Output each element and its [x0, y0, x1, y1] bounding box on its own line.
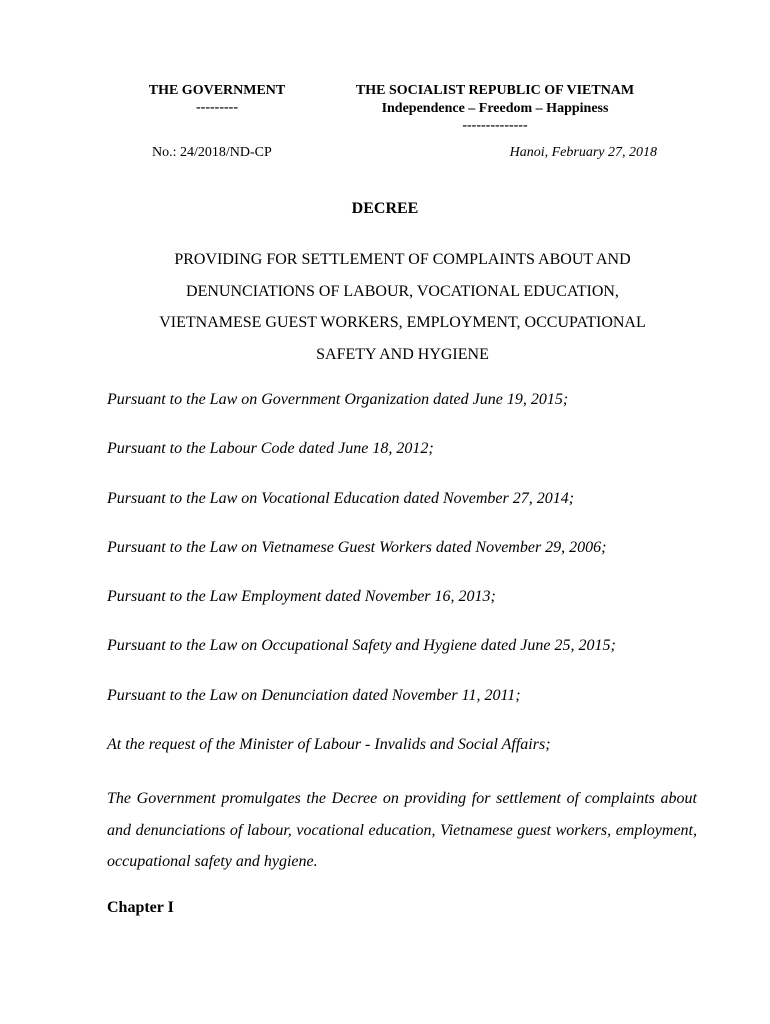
decree-subject-line: SAFETY AND HYGIENE [316, 345, 489, 363]
document-place-date: Hanoi, February 27, 2018 [509, 145, 657, 160]
preamble-item: Pursuant to the Law on Government Organization dated June 19, 2015; [107, 391, 569, 408]
preamble-item: Pursuant to the Law Employment dated November 16, 2013; [107, 588, 496, 606]
preamble-item: Pursuant to the Law on Denunciation dated November 11, 2011; [107, 686, 521, 704]
decree-subject-line: VIETNAMESE GUEST WORKERS, EMPLOYMENT, OCCUPATIONAL [159, 314, 646, 331]
preamble-item: At the request of the Minister of Labour - Invalids and Social Affairs; [107, 736, 551, 754]
chapter-heading: Chapter I [107, 899, 174, 916]
preamble-list [107, 389, 697, 783]
national-motto: Independence – Freedom – Happiness [381, 101, 609, 116]
issuing-authority-separator: --------- [196, 100, 238, 115]
preamble-item: Pursuant to the Law on Occupational Safety and Hygiene dated June 25, 2015; [107, 637, 616, 655]
decree-subject-line: DENUNCIATIONS OF LABOUR, VOCATIONAL EDUCATION, [186, 282, 619, 300]
national-title-separator: -------------- [462, 118, 528, 133]
preamble-item: Pursuant to the Law on Vietnamese Guest Workers dated November 29, 2006; [107, 538, 607, 556]
issuing-authority-block [137, 82, 297, 116]
national-title-block [335, 82, 655, 134]
promulgation-paragraph: The Government promulgates the Decree on providing for settlement of complaints about and denunciations of labour, vocational education, Vietnamese guest workers, employment, occupational safety and hygiene. [107, 790, 697, 870]
decree-subject-line: PROVIDING FOR SETTLEMENT OF COMPLAINTS ABOUT AND [174, 251, 631, 268]
national-title: THE SOCIALIST REPUBLIC OF VIETNAM [355, 83, 635, 98]
preamble-item: Pursuant to the Law on Vocational Education dated November 27, 2014; [107, 489, 575, 507]
document-number: No.: 24/2018/ND-CP [152, 145, 272, 160]
decree-subject [110, 244, 695, 370]
preamble-item: Pursuant to the Labour Code dated June 18, 2012; [107, 440, 434, 458]
issuing-authority: THE GOVERNMENT [148, 83, 286, 98]
document-type-title: DECREE [351, 200, 419, 217]
